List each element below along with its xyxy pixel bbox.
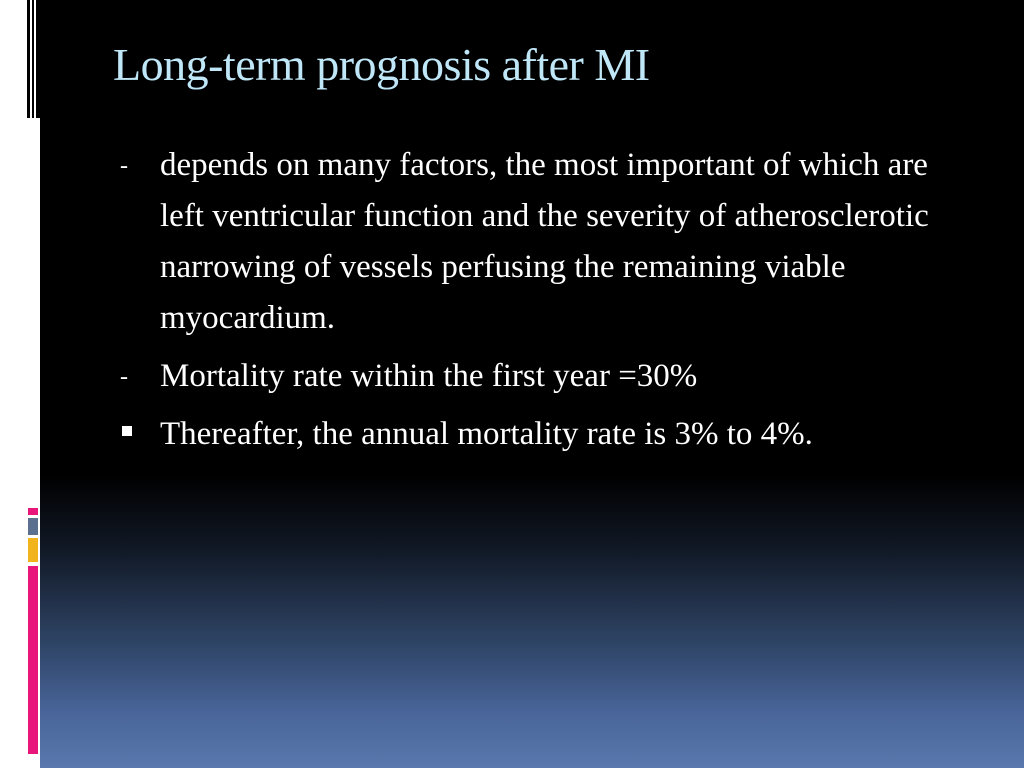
- bullet-item-annual-mortality: [118, 409, 938, 460]
- bullet-text: Mortality rate within the first year =30%: [160, 358, 698, 394]
- slide-body: [118, 140, 938, 467]
- bullet-text: Thereafter, the annual mortality rate is 3% to 4%.: [160, 416, 813, 452]
- decorative-vertical-lines: [27, 0, 40, 118]
- dash-bullet-marker: -: [120, 153, 128, 179]
- accent-bar-gold: [28, 538, 38, 562]
- accent-bar-pink-top: [28, 508, 38, 515]
- dash-bullet-marker: -: [120, 364, 128, 390]
- square-bullet-icon: [122, 426, 132, 436]
- bullet-item-factors: [118, 140, 938, 344]
- bullet-text: depends on many factors, the most important of which are left ventricular function and the severity of atherosclerotic narrowing of vessels perfusing the remaining viable myocardium.: [160, 147, 929, 336]
- bullet-item-first-year-mortality: [118, 351, 938, 402]
- accent-bar-slate: [28, 518, 38, 535]
- accent-bar-pink: [28, 566, 38, 754]
- slide-title: Long-term prognosis after MI: [113, 39, 650, 90]
